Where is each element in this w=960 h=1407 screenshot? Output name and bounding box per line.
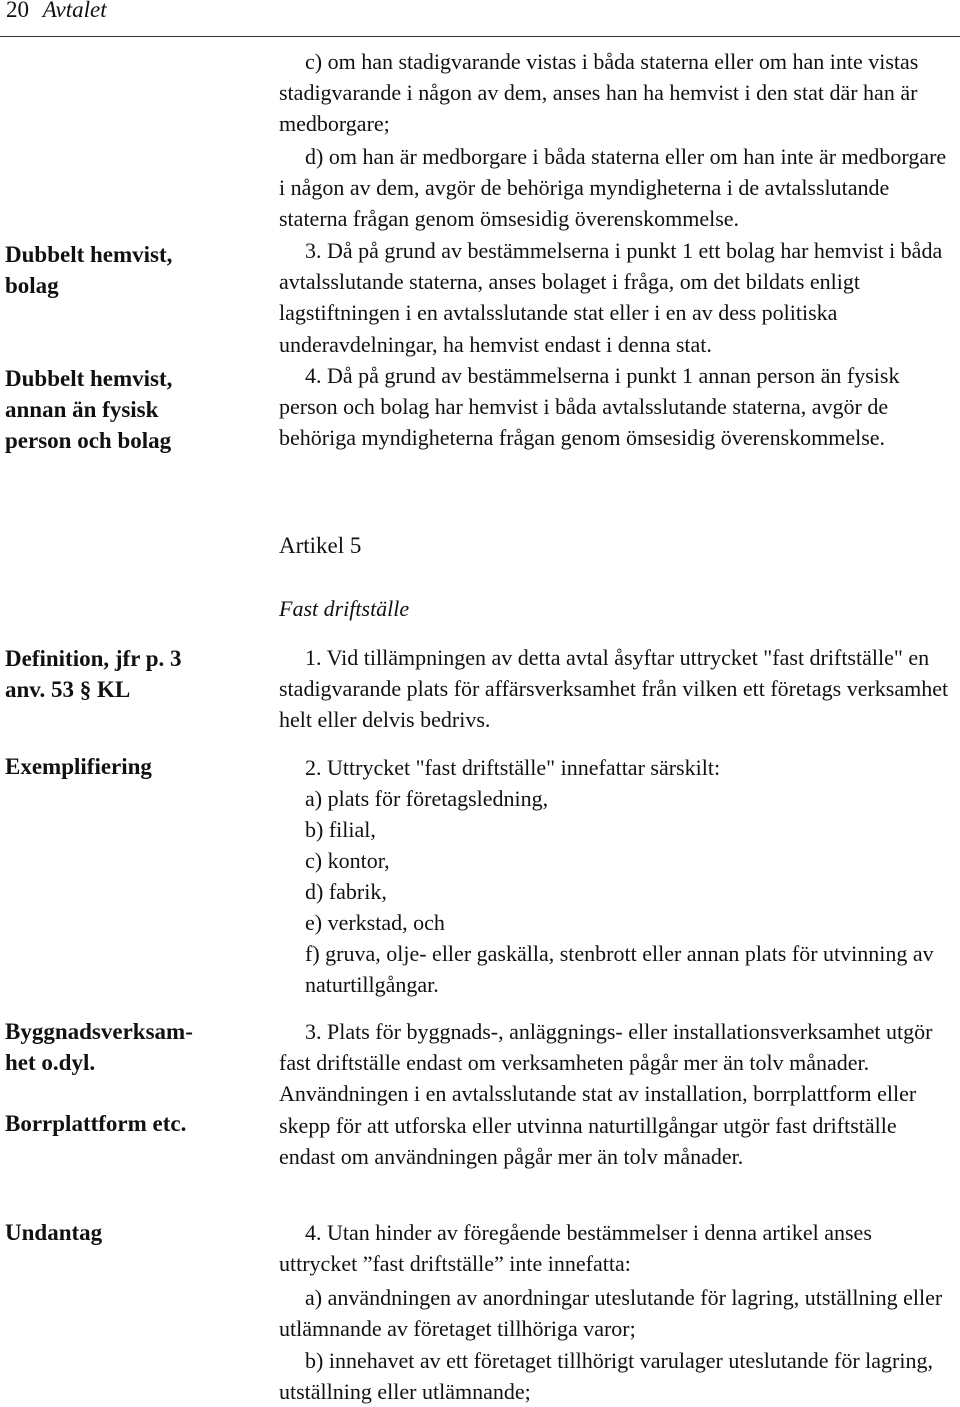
list-item: d) fabrik, bbox=[305, 879, 387, 904]
margin-note-exemplification: Exemplifiering bbox=[5, 754, 152, 779]
art5-paragraph-4-a: a) användningen av anordningar uteslutande för lagring, utställning eller utlämnande av företaget tillhöriga varor; bbox=[279, 1285, 943, 1342]
list-item: f) gruva, olje- eller gaskälla, stenbrott eller annan plats för utvinning av naturtillgångar. bbox=[305, 941, 934, 997]
margin-note-drilling: Borrplattform etc. bbox=[5, 1111, 187, 1136]
list-item: e) verkstad, och bbox=[305, 910, 445, 935]
margin-note-dual-residence-other: Dubbelt hemvist, annan än fysisk person och bolag bbox=[5, 366, 173, 453]
running-header bbox=[6, 0, 107, 23]
art4-paragraph-4: 4. Då på grund av bestämmelserna i punkt 1 annan person än fysisk person och bolag har hemvist i båda avtalsslutande staterna, avgör de behöriga myndigheterna frågan genom ömsesidig överenskommelse. bbox=[279, 363, 900, 451]
margin-note-construction: Byggnadsverksam- het o.dyl. bbox=[5, 1019, 193, 1075]
margin-note-exception: Undantag bbox=[5, 1220, 103, 1245]
margin-note-definition: Definition, jfr p. 3 anv. 53 § KL bbox=[5, 646, 182, 702]
page-number: 20 bbox=[6, 0, 29, 22]
art5-paragraph-2-intro: 2. Uttrycket "fast driftställe" innefattar särskilt: bbox=[305, 755, 721, 780]
list-item: a) plats för företagsledning, bbox=[305, 786, 549, 811]
art4-paragraph-3: 3. Då på grund av bestämmelserna i punkt 1 ett bolag har hemvist i båda avtalsslutande staterna, anses bolaget i fråga, om det bildats enligt lagstiftningen i en avtalsslutande stat eller i en av dess politiska underavdelningar, ha hemvist endast i denna stat. bbox=[279, 238, 943, 357]
art5-paragraph-1: 1. Vid tillämpningen av detta avtal åsyftar uttrycket "fast driftställe" en stadigvarande plats för affärsverksamhet från vilken ett företags verksamhet helt eller delvis bedrivs. bbox=[279, 645, 949, 733]
chapter-title: Avtalet bbox=[42, 0, 107, 22]
art4-item-c: c) om han stadigvarande vistas i båda staterna eller om han inte vistas stadigvarande i någon av dem, anses han ha hemvist i den stat där han är medborgare; bbox=[279, 49, 919, 137]
list-item: b) filial, bbox=[305, 817, 376, 842]
article-subheading: Fast driftställe bbox=[279, 596, 410, 621]
margin-note-dual-residence-company: Dubbelt hemvist, bolag bbox=[5, 242, 173, 298]
art5-paragraph-4-b: b) innehavet av ett företaget tillhörigt varulager uteslutande för lagring, utställning eller utlämnande; bbox=[279, 1348, 933, 1405]
list-item: c) kontor, bbox=[305, 848, 390, 873]
header-rule bbox=[0, 36, 960, 37]
art5-paragraph-3: 3. Plats för byggnads-, anläggnings- eller installationsverksamhet utgör fast driftställe endast om verksamheten pågår mer än tolv månader. Användningen i en avtalsslutande stat av installation, borrplattform eller skepp för att utforska eller utvinna naturtillgångar utgör fast driftställe endast om användningen pågår mer än tolv månader. bbox=[279, 1019, 933, 1169]
art5-paragraph-2-list bbox=[305, 783, 955, 1000]
art5-paragraph-4-intro: 4. Utan hinder av föregående bestämmelser i denna artikel anses uttrycket ”fast driftställe” inte innefatta: bbox=[279, 1220, 872, 1277]
article-heading: Artikel 5 bbox=[279, 533, 362, 558]
art4-item-d: d) om han är medborgare i båda staterna eller om han inte är medborgare i någon av dem, avgör de behöriga myndigheterna i de avtalsslutande staterna frågan genom ömsesidig överenskommelse. bbox=[279, 144, 947, 232]
